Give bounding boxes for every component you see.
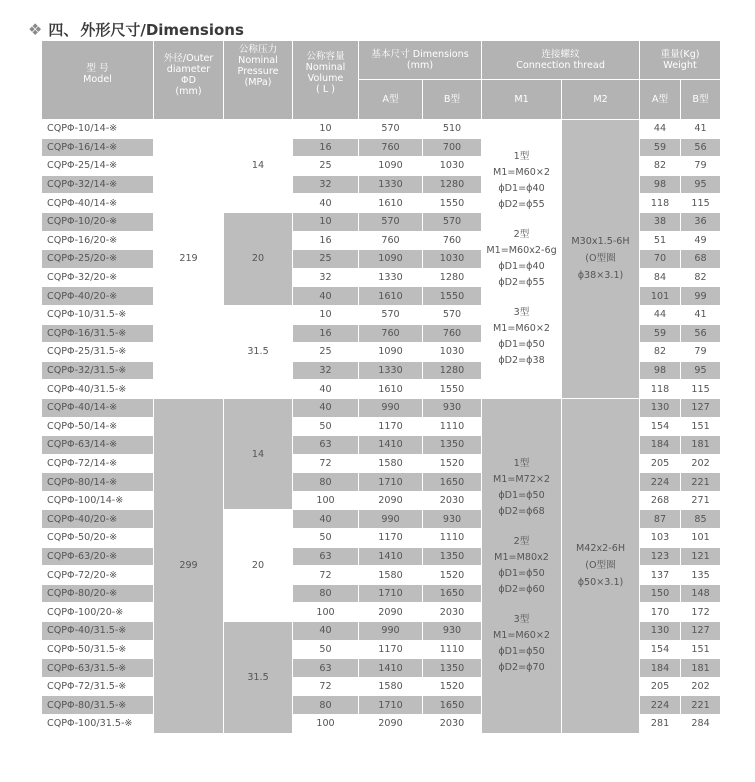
weight-b-cell: 82 — [681, 268, 721, 287]
dim-b-cell: 1650 — [423, 696, 482, 715]
header-m2: M2 — [562, 80, 640, 120]
volume-cell: 25 — [293, 250, 359, 269]
dim-a-cell: 1170 — [359, 529, 423, 548]
m1-thread-cell-line: ϕD2=ϕ60 — [498, 583, 545, 595]
weight-b-cell: 151 — [681, 417, 721, 436]
dim-b-cell: 1280 — [423, 268, 482, 287]
volume-cell: 100 — [293, 603, 359, 622]
weight-b-cell: 115 — [681, 194, 721, 213]
dim-a-cell: 2090 — [359, 491, 423, 510]
dim-b-cell: 570 — [423, 305, 482, 324]
weight-b-cell: 127 — [681, 398, 721, 417]
section-number: 四、 — [48, 20, 79, 39]
weight-a-cell: 130 — [640, 398, 681, 417]
dim-b-cell: 1030 — [423, 343, 482, 362]
m1-thread-cell-line: ϕD1=ϕ50 — [498, 567, 545, 579]
header-a-type: A型 — [359, 80, 423, 120]
volume-cell: 40 — [293, 287, 359, 306]
header-connection-thread: 连接螺纹 Connection thread — [482, 41, 640, 80]
m2-thread-cell-line: (O型圈 — [585, 253, 616, 265]
model-cell: CQPΦ-80/20-※ — [42, 584, 154, 603]
m1-thread-cell-line: 3型 — [513, 613, 530, 625]
weight-a-cell: 59 — [640, 138, 681, 157]
dim-b-cell: 1650 — [423, 473, 482, 492]
m2-thread-cell-line: M42x2-6H — [575, 543, 626, 555]
dim-b-cell: 1280 — [423, 175, 482, 194]
volume-cell: 72 — [293, 454, 359, 473]
volume-cell: 80 — [293, 696, 359, 715]
m2-thread-cell — [562, 120, 640, 399]
weight-b-cell: 181 — [681, 436, 721, 455]
volume-cell: 50 — [293, 640, 359, 659]
m1-thread-cell-line: ϕD1=ϕ40 — [498, 260, 545, 272]
m1-thread-cell-line: M1=M60x2-6g — [486, 244, 557, 256]
weight-a-cell: 184 — [640, 436, 681, 455]
volume-cell: 50 — [293, 529, 359, 548]
weight-b-cell: 148 — [681, 584, 721, 603]
dim-a-cell: 1710 — [359, 473, 423, 492]
volume-cell: 63 — [293, 436, 359, 455]
dim-a-cell: 1710 — [359, 696, 423, 715]
pressure-cell: 14 — [224, 120, 293, 213]
dim-b-cell: 570 — [423, 212, 482, 231]
dim-a-cell: 1090 — [359, 157, 423, 176]
model-cell: CQPΦ-50/14-※ — [42, 417, 154, 436]
weight-a-cell: 98 — [640, 175, 681, 194]
volume-cell: 100 — [293, 715, 359, 734]
volume-cell: 72 — [293, 566, 359, 585]
volume-cell: 10 — [293, 305, 359, 324]
m1-thread-cell-line: ϕD2=ϕ55 — [498, 276, 545, 288]
dim-a-cell: 760 — [359, 324, 423, 343]
weight-a-cell: 51 — [640, 231, 681, 250]
weight-a-cell: 84 — [640, 268, 681, 287]
header-nominal-volume: 公称容量 Nominal Volume ( L ) — [293, 41, 359, 120]
model-cell: CQPΦ-25/20-※ — [42, 250, 154, 269]
dimensions-table — [41, 40, 721, 734]
dim-b-cell: 1350 — [423, 547, 482, 566]
dim-a-cell: 1610 — [359, 194, 423, 213]
dim-a-cell: 990 — [359, 398, 423, 417]
m2-thread-cell-line: (O型圈 — [585, 560, 616, 572]
model-cell: CQPΦ-16/20-※ — [42, 231, 154, 250]
weight-a-cell: 44 — [640, 120, 681, 139]
model-cell: CQPΦ-16/31.5-※ — [42, 324, 154, 343]
weight-a-cell: 205 — [640, 677, 681, 696]
model-cell: CQPΦ-40/14-※ — [42, 194, 154, 213]
dim-b-cell: 510 — [423, 120, 482, 139]
dim-b-cell: 1110 — [423, 529, 482, 548]
weight-b-cell: 56 — [681, 324, 721, 343]
dim-a-cell: 760 — [359, 231, 423, 250]
dim-a-cell: 1410 — [359, 547, 423, 566]
weight-a-cell: 154 — [640, 417, 681, 436]
dim-b-cell: 700 — [423, 138, 482, 157]
weight-b-cell: 172 — [681, 603, 721, 622]
weight-b-cell: 56 — [681, 138, 721, 157]
dim-a-cell: 570 — [359, 305, 423, 324]
model-cell: CQPΦ-32/20-※ — [42, 268, 154, 287]
header-weight-b: B型 — [681, 80, 721, 120]
weight-a-cell: 281 — [640, 715, 681, 734]
volume-cell: 40 — [293, 510, 359, 529]
dim-a-cell: 1330 — [359, 268, 423, 287]
weight-b-cell: 202 — [681, 454, 721, 473]
dim-b-cell: 2030 — [423, 715, 482, 734]
dim-b-cell: 1030 — [423, 250, 482, 269]
weight-b-cell: 79 — [681, 157, 721, 176]
volume-cell: 63 — [293, 547, 359, 566]
weight-b-cell: 101 — [681, 529, 721, 548]
weight-b-cell: 49 — [681, 231, 721, 250]
weight-a-cell: 137 — [640, 566, 681, 585]
dim-a-cell: 2090 — [359, 603, 423, 622]
model-cell: CQPΦ-40/20-※ — [42, 287, 154, 306]
table-body — [42, 120, 721, 734]
weight-b-cell: 95 — [681, 175, 721, 194]
weight-a-cell: 98 — [640, 361, 681, 380]
m1-thread-cell-line: 3型 — [513, 306, 530, 318]
weight-b-cell: 271 — [681, 491, 721, 510]
m1-thread-cell-line: ϕD1=ϕ50 — [498, 645, 545, 657]
weight-a-cell: 123 — [640, 547, 681, 566]
dim-a-cell: 1580 — [359, 566, 423, 585]
dim-a-cell: 1330 — [359, 175, 423, 194]
dim-a-cell: 570 — [359, 212, 423, 231]
dim-b-cell: 930 — [423, 398, 482, 417]
model-cell: CQPΦ-63/20-※ — [42, 547, 154, 566]
dim-b-cell: 1350 — [423, 436, 482, 455]
dim-b-cell: 760 — [423, 231, 482, 250]
volume-cell: 40 — [293, 194, 359, 213]
model-cell: CQPΦ-40/14-※ — [42, 398, 154, 417]
model-cell: CQPΦ-80/14-※ — [42, 473, 154, 492]
weight-a-cell: 82 — [640, 157, 681, 176]
dim-a-cell: 1170 — [359, 417, 423, 436]
weight-b-cell: 284 — [681, 715, 721, 734]
model-cell: CQPΦ-100/14-※ — [42, 491, 154, 510]
model-cell: CQPΦ-80/31.5-※ — [42, 696, 154, 715]
model-cell: CQPΦ-72/14-※ — [42, 454, 154, 473]
volume-cell: 32 — [293, 361, 359, 380]
dim-b-cell: 760 — [423, 324, 482, 343]
header-weight-a: A型 — [640, 80, 681, 120]
m1-thread-cell-line: ϕD2=ϕ38 — [498, 354, 545, 366]
dim-b-cell: 1110 — [423, 417, 482, 436]
weight-b-cell: 68 — [681, 250, 721, 269]
weight-b-cell: 181 — [681, 659, 721, 678]
weight-b-cell: 41 — [681, 120, 721, 139]
m2-thread-cell-line: ϕ38×3.1) — [577, 270, 624, 282]
m1-thread-cell — [482, 398, 562, 733]
weight-a-cell: 154 — [640, 640, 681, 659]
dim-a-cell: 570 — [359, 120, 423, 139]
m1-thread-cell-line: 2型 — [513, 228, 530, 240]
dim-b-cell: 930 — [423, 510, 482, 529]
m1-thread-cell-line: ϕD2=ϕ55 — [498, 198, 545, 210]
m1-thread-cell-line: ϕD1=ϕ50 — [498, 338, 545, 350]
m1-thread-cell-line: M1=M80x2 — [494, 551, 549, 563]
volume-cell: 16 — [293, 138, 359, 157]
model-cell: CQPΦ-100/20-※ — [42, 603, 154, 622]
outer-diameter-cell: 219 — [154, 120, 224, 399]
m1-thread-cell-line: 2型 — [513, 535, 530, 547]
weight-a-cell: 70 — [640, 250, 681, 269]
weight-a-cell: 59 — [640, 324, 681, 343]
dim-a-cell: 1090 — [359, 250, 423, 269]
dim-b-cell: 1030 — [423, 157, 482, 176]
table-row — [42, 120, 721, 139]
dim-a-cell: 1610 — [359, 380, 423, 399]
volume-cell: 32 — [293, 268, 359, 287]
diamond-bullet-icon: ❖ — [28, 19, 43, 39]
weight-b-cell: 115 — [681, 380, 721, 399]
m1-thread-cell-line: M1=M60×2 — [492, 322, 551, 334]
weight-b-cell: 151 — [681, 640, 721, 659]
weight-b-cell: 127 — [681, 622, 721, 641]
weight-a-cell: 130 — [640, 622, 681, 641]
weight-a-cell: 87 — [640, 510, 681, 529]
dim-b-cell: 2030 — [423, 491, 482, 510]
model-cell: CQPΦ-32/31.5-※ — [42, 361, 154, 380]
dim-a-cell: 1410 — [359, 436, 423, 455]
pressure-cell: 20 — [224, 510, 293, 622]
dim-a-cell: 1580 — [359, 454, 423, 473]
m1-thread-cell-line: ϕD1=ϕ40 — [498, 182, 545, 194]
weight-a-cell: 103 — [640, 529, 681, 548]
model-cell: CQPΦ-40/31.5-※ — [42, 622, 154, 641]
volume-cell: 32 — [293, 175, 359, 194]
dim-b-cell: 1650 — [423, 584, 482, 603]
weight-b-cell: 79 — [681, 343, 721, 362]
weight-b-cell: 36 — [681, 212, 721, 231]
weight-b-cell: 99 — [681, 287, 721, 306]
volume-cell: 72 — [293, 677, 359, 696]
weight-b-cell: 95 — [681, 361, 721, 380]
weight-b-cell: 85 — [681, 510, 721, 529]
volume-cell: 25 — [293, 157, 359, 176]
volume-cell: 10 — [293, 120, 359, 139]
dim-a-cell: 1710 — [359, 584, 423, 603]
header-outer-diameter: 外径/Outer diameter ΦD (mm) — [154, 41, 224, 120]
dim-a-cell: 2090 — [359, 715, 423, 734]
dim-b-cell: 1350 — [423, 659, 482, 678]
dim-b-cell: 1550 — [423, 287, 482, 306]
m1-thread-cell-line: ϕD2=ϕ70 — [498, 661, 545, 673]
volume-cell: 40 — [293, 380, 359, 399]
volume-cell: 40 — [293, 622, 359, 641]
volume-cell: 16 — [293, 231, 359, 250]
weight-b-cell: 221 — [681, 696, 721, 715]
volume-cell: 100 — [293, 491, 359, 510]
model-cell: CQPΦ-10/31.5-※ — [42, 305, 154, 324]
pressure-cell: 31.5 — [224, 622, 293, 734]
dim-b-cell: 1550 — [423, 194, 482, 213]
model-cell: CQPΦ-50/20-※ — [42, 529, 154, 548]
volume-cell: 80 — [293, 473, 359, 492]
model-cell: CQPΦ-10/20-※ — [42, 212, 154, 231]
dim-a-cell: 1410 — [359, 659, 423, 678]
m1-thread-cell-line: 1型 — [513, 150, 530, 162]
dim-a-cell: 990 — [359, 510, 423, 529]
weight-a-cell: 82 — [640, 343, 681, 362]
m1-thread-cell-line: ϕD2=ϕ68 — [498, 505, 545, 517]
weight-a-cell: 268 — [640, 491, 681, 510]
model-cell: CQPΦ-40/20-※ — [42, 510, 154, 529]
volume-cell: 25 — [293, 343, 359, 362]
model-cell: CQPΦ-72/31.5-※ — [42, 677, 154, 696]
dim-a-cell: 1610 — [359, 287, 423, 306]
header-dimensions: 基本尺寸 Dimensions (mm) — [359, 41, 482, 80]
weight-a-cell: 150 — [640, 584, 681, 603]
weight-a-cell: 184 — [640, 659, 681, 678]
pressure-cell: 20 — [224, 212, 293, 305]
m1-thread-cell-line: M1=M72×2 — [492, 473, 551, 485]
m2-thread-cell — [562, 398, 640, 733]
weight-a-cell: 44 — [640, 305, 681, 324]
weight-b-cell: 121 — [681, 547, 721, 566]
section-title — [28, 18, 244, 40]
model-cell: CQPΦ-50/31.5-※ — [42, 640, 154, 659]
model-cell: CQPΦ-40/31.5-※ — [42, 380, 154, 399]
volume-cell: 63 — [293, 659, 359, 678]
weight-a-cell: 38 — [640, 212, 681, 231]
dim-b-cell: 1520 — [423, 566, 482, 585]
model-cell: CQPΦ-32/14-※ — [42, 175, 154, 194]
model-cell: CQPΦ-63/14-※ — [42, 436, 154, 455]
dim-a-cell: 1090 — [359, 343, 423, 362]
dim-b-cell: 2030 — [423, 603, 482, 622]
pressure-cell: 31.5 — [224, 305, 293, 398]
m1-thread-cell-line: 1型 — [513, 457, 530, 469]
model-cell: CQPΦ-100/31.5-※ — [42, 715, 154, 734]
header-model: 型 号 Model — [42, 41, 154, 120]
weight-b-cell: 135 — [681, 566, 721, 585]
dim-b-cell: 1280 — [423, 361, 482, 380]
weight-a-cell: 224 — [640, 696, 681, 715]
header-weight: 重量(Kg) Weight — [640, 41, 721, 80]
weight-a-cell: 170 — [640, 603, 681, 622]
dim-a-cell: 1580 — [359, 677, 423, 696]
header-m1: M1 — [482, 80, 562, 120]
table-row — [42, 398, 721, 417]
model-cell: CQPΦ-63/31.5-※ — [42, 659, 154, 678]
section-title-text: 外形尺寸/Dimensions — [80, 20, 244, 39]
m1-thread-cell — [482, 120, 562, 399]
outer-diameter-cell: 299 — [154, 398, 224, 733]
weight-a-cell: 101 — [640, 287, 681, 306]
m1-thread-cell-line: M1=M60×2 — [492, 166, 551, 178]
header-nominal-pressure: 公称压力 Nominal Pressure (MPa) — [224, 41, 293, 120]
volume-cell: 50 — [293, 417, 359, 436]
weight-a-cell: 224 — [640, 473, 681, 492]
model-cell: CQPΦ-16/14-※ — [42, 138, 154, 157]
weight-b-cell: 41 — [681, 305, 721, 324]
dim-a-cell: 760 — [359, 138, 423, 157]
volume-cell: 10 — [293, 212, 359, 231]
header-b-type: B型 — [423, 80, 482, 120]
model-cell: CQPΦ-25/31.5-※ — [42, 343, 154, 362]
dim-b-cell: 1110 — [423, 640, 482, 659]
model-cell: CQPΦ-25/14-※ — [42, 157, 154, 176]
dim-b-cell: 930 — [423, 622, 482, 641]
volume-cell: 16 — [293, 324, 359, 343]
volume-cell: 40 — [293, 398, 359, 417]
m2-thread-cell-line: ϕ50×3.1) — [577, 577, 624, 589]
weight-a-cell: 205 — [640, 454, 681, 473]
weight-a-cell: 118 — [640, 194, 681, 213]
volume-cell: 80 — [293, 584, 359, 603]
model-cell: CQPΦ-72/20-※ — [42, 566, 154, 585]
dim-a-cell: 990 — [359, 622, 423, 641]
dim-b-cell: 1520 — [423, 677, 482, 696]
weight-b-cell: 202 — [681, 677, 721, 696]
weight-a-cell: 118 — [640, 380, 681, 399]
dim-a-cell: 1170 — [359, 640, 423, 659]
m2-thread-cell-line: M30x1.5-6H — [571, 236, 630, 248]
dim-b-cell: 1520 — [423, 454, 482, 473]
m1-thread-cell-line: ϕD1=ϕ50 — [498, 489, 545, 501]
weight-b-cell: 221 — [681, 473, 721, 492]
dim-a-cell: 1330 — [359, 361, 423, 380]
m1-thread-cell-line: M1=M60×2 — [492, 629, 551, 641]
dim-b-cell: 1550 — [423, 380, 482, 399]
pressure-cell: 14 — [224, 398, 293, 510]
model-cell: CQPΦ-10/14-※ — [42, 120, 154, 139]
